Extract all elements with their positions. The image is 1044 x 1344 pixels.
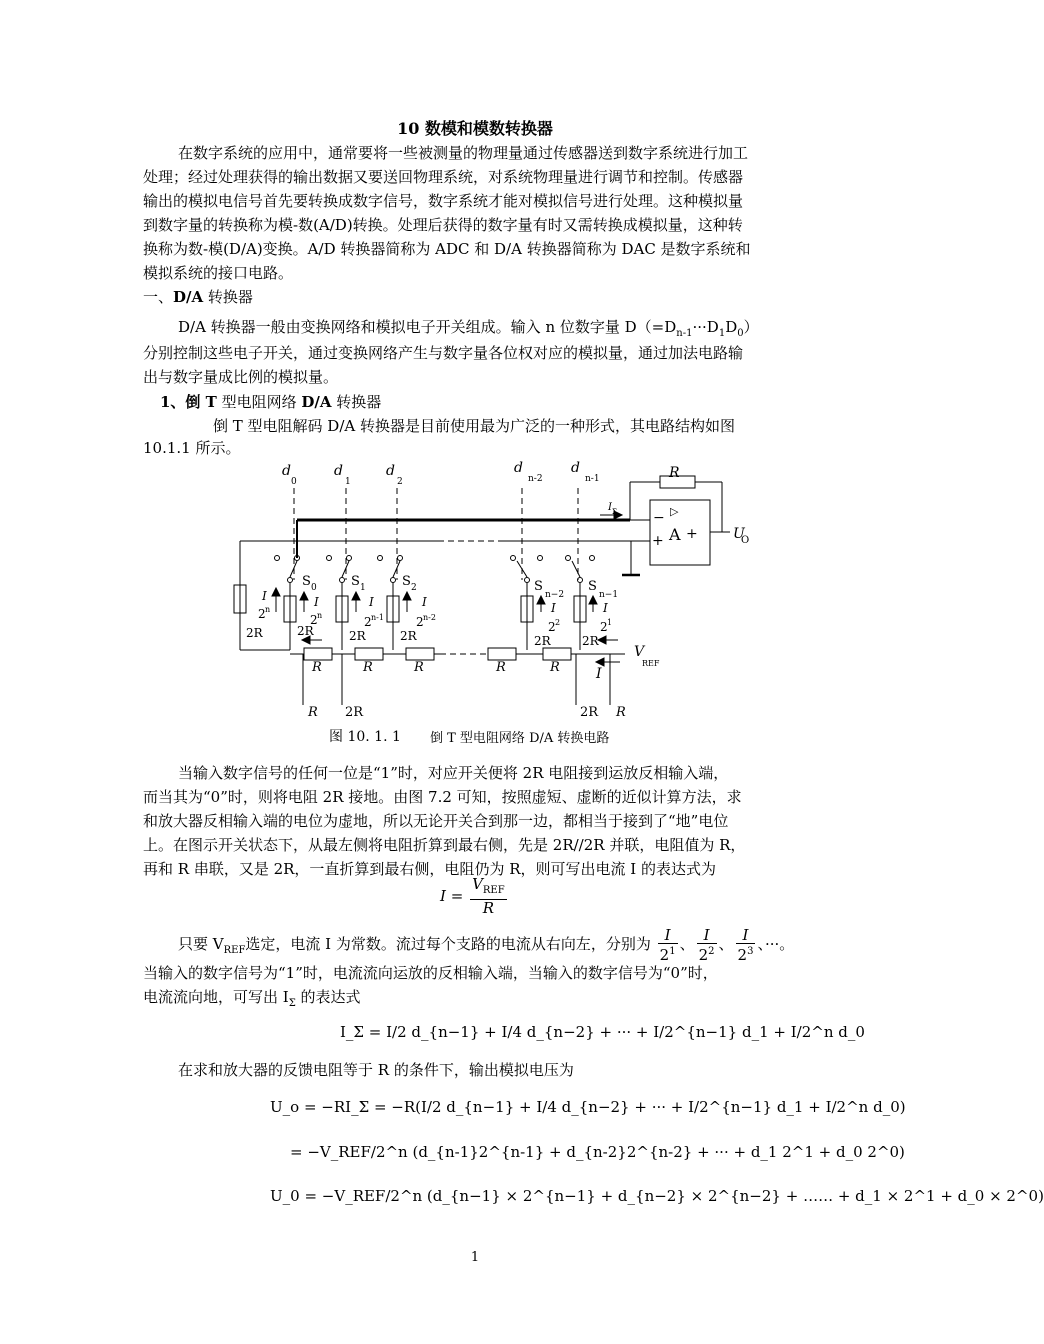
- svg-text:n-2: n-2: [423, 613, 436, 622]
- input-dn-1: d: [571, 460, 580, 476]
- sub-para-line-2: 10.1.1 所示。: [143, 439, 241, 457]
- input-d1: d: [334, 463, 343, 479]
- chapter-title: 10 数模和模数转换器: [397, 119, 553, 138]
- da-para-line-2: 分别控制这些电子开关，通过变换网络产生与数字量各位权对应的模拟量，通过加法电路输: [143, 344, 744, 362]
- svg-text:2R: 2R: [400, 629, 417, 643]
- input-d0: d: [282, 463, 291, 479]
- sub-para-line-1: 倒 T 型电阻解码 D/A 转换器是目前使用最为广泛的一种形式，其电路结构如图: [213, 417, 735, 435]
- svg-text:I: I: [603, 601, 608, 615]
- switch-s1: S: [351, 574, 360, 589]
- svg-text:n−2: n−2: [545, 590, 565, 600]
- svg-text:O: O: [741, 535, 750, 546]
- svg-text:n-2: n-2: [528, 474, 543, 484]
- page-number: 1: [470, 1250, 480, 1265]
- intro-line-5: 换称为数-模(D/A)变换。A/D 转换器简称为 ADC 和 D/A 转换器简称为 DAC 是数字系统和: [143, 240, 751, 258]
- svg-text:I: I: [551, 601, 556, 615]
- svg-text:R: R: [308, 705, 318, 720]
- para4: 在求和放大器的反馈电阻等于 R 的条件下，输出模拟电压为: [178, 1061, 574, 1079]
- svg-text:1: 1: [360, 583, 366, 593]
- svg-text:R: R: [616, 705, 626, 720]
- para3-line-3: 电流流向地，可写出 $I_\Sigma$ 的表达式: [143, 988, 361, 1009]
- svg-text:n-1: n-1: [371, 613, 384, 622]
- switch-sn-2: S: [534, 579, 543, 594]
- amp-plus: +: [652, 533, 664, 549]
- figure-caption-text: 倒 T 型电阻网络 D/A 转换电路: [430, 731, 610, 746]
- para2-line-4: 上。在图示开关状态下，从最左侧将电阻折算到最右侧，先是 2R//2R 并联，电阻值为 R，: [143, 836, 746, 854]
- output-u: U: [733, 526, 745, 542]
- input-dn-2: d: [514, 460, 523, 476]
- current-label: I: [608, 502, 612, 513]
- para3-line-1: 只要 $V_{REF}$选定，电流 I 为常数。流过每个支路的电流从右向左，分别为 $\frac{I}{2^1}$ 、 $\frac{I}{2^2}$ 、 $\frac{I}{2^3}$ 、···。: [178, 926, 795, 964]
- svg-text:n-1: n-1: [585, 474, 600, 484]
- intro-line-3: 输出的模拟电信号首先要转换成数字信号，数字系统才能对模拟信号进行处理。这种模拟量: [143, 192, 744, 210]
- svg-text:2: 2: [364, 615, 372, 629]
- subsection-heading: 1、倒 T 型电阻网络 D/A 转换器: [160, 393, 382, 411]
- feedback-resistor-label: R: [669, 465, 680, 481]
- branch-current-left: I: [262, 589, 267, 603]
- amp-minus: −: [653, 510, 665, 526]
- total-current-label: I: [596, 666, 602, 682]
- svg-text:I: I: [369, 595, 374, 609]
- switch-sn-1: S: [588, 579, 597, 594]
- svg-text:R: R: [550, 660, 560, 675]
- svg-text:2R: 2R: [297, 624, 314, 638]
- equation-output-2: = −V_REF/2^n (d_{n-1}2^{n-1} + d_{n-2}2^{n-2} + ··· + d_1 2^1 + d_0 2^0): [290, 1143, 905, 1161]
- svg-text:R: R: [496, 660, 506, 675]
- svg-text:2: 2: [258, 607, 266, 621]
- para2-line-5: 再和 R 串联，又是 2R，一直折算到最右侧，电阻仍为 R，则可写出电流 I 的表达式为: [143, 860, 716, 878]
- svg-text:2: 2: [416, 615, 424, 629]
- svg-text:I: I: [422, 595, 427, 609]
- amp-plus-out: +: [686, 526, 698, 542]
- circuit-diagram: [0, 455, 950, 755]
- svg-text:2R: 2R: [580, 705, 599, 720]
- para2-line-1: 当输入数字信号的任何一位是“1”时，对应开关便将 2R 电阻接到运放反相输入端，: [178, 764, 729, 782]
- svg-text:2R: 2R: [349, 629, 366, 643]
- para2-line-3: 和放大器反相输入端的电位为虚地，所以无论开关合到那一边，都相当于接到了“地”电位: [143, 812, 729, 830]
- svg-text:Σ: Σ: [612, 508, 617, 516]
- svg-text:n: n: [317, 611, 323, 620]
- da-para-line-1: D/A 转换器一般由变换网络和模拟电子开关组成。输入 n 位数字量 $D(=D_{n-1}\cdot\cdot\cdot D_1D_0)$: [178, 318, 759, 339]
- svg-text:n: n: [265, 605, 271, 614]
- figure-caption-number: 图 10. 1. 1: [329, 729, 401, 745]
- svg-text:1: 1: [345, 477, 351, 487]
- svg-text:1: 1: [607, 618, 613, 627]
- svg-text:n−1: n−1: [599, 590, 619, 600]
- svg-text:2: 2: [310, 613, 318, 627]
- equation-output-3: U_0 = −V_REF/2^n (d_{n−1} × 2^{n−1} + d_{n−2} × 2^{n−2} + …… + d_1 × 2^1 + d_0 × 2^0): [270, 1187, 1044, 1205]
- switch-s2: S: [402, 574, 411, 589]
- svg-text:R: R: [312, 660, 322, 675]
- svg-text:2: 2: [397, 477, 403, 487]
- equation-output-1: U_o = −RI_Σ = −R(I/2 d_{n−1} + I/4 d_{n−2} + ··· + I/2^{n−1} d_1 + I/2^n d_0): [270, 1098, 906, 1116]
- intro-line-6: 模拟系统的接口电路。: [143, 264, 294, 282]
- equation-current: I = $\frac{V_{REF}}{R}$: [440, 875, 505, 917]
- input-d2: d: [386, 463, 395, 479]
- svg-text:R: R: [414, 660, 424, 675]
- para3-line-2: 当输入的数字信号为“1”时，电流流向运放的反相输入端，当输入的数字信号为“0”时，: [143, 964, 718, 982]
- amp-label: A: [669, 525, 681, 544]
- svg-text:2: 2: [548, 620, 556, 634]
- svg-text:2R: 2R: [246, 626, 263, 640]
- intro-line-4: 到数字量的转换称为模-数(A/D)转换。处理后获得的数字量有时又需转换成模拟量，这种转: [143, 216, 743, 234]
- intro-line-2: 处理；经过处理获得的输出数据又要送回物理系统，对系统物理量进行调节和控制。传感器: [143, 168, 744, 186]
- svg-text:2R: 2R: [582, 634, 599, 648]
- svg-text:2: 2: [600, 620, 608, 634]
- da-para-line-3: 出与数字量成比例的模拟量。: [143, 368, 339, 386]
- svg-text:2R: 2R: [345, 705, 364, 720]
- svg-text:0: 0: [311, 583, 317, 593]
- vref-label: V: [634, 644, 645, 660]
- section-heading: 一、D/A 转换器: [143, 288, 253, 306]
- svg-text:0: 0: [291, 477, 297, 487]
- equation-sum-current: I_Σ = I/2 d_{n−1} + I/4 d_{n−2} + ··· + I/2^{n−1} d_1 + I/2^n d_0: [340, 1023, 865, 1041]
- svg-text:2: 2: [411, 583, 417, 593]
- svg-text:2R: 2R: [534, 634, 551, 648]
- intro-line-1: 在数字系统的应用中，通常要将一些被测量的物理量通过传感器送到数字系统进行加工: [178, 144, 749, 162]
- switch-s0: S: [302, 574, 311, 589]
- svg-text:I: I: [314, 595, 319, 609]
- para2-line-2: 而当其为“0”时，则将电阻 2R 接地。由图 7.2 可知，按照虚短、虚断的近似计算方法，求: [143, 788, 742, 806]
- svg-text:REF: REF: [642, 659, 660, 668]
- svg-text:2: 2: [555, 618, 561, 627]
- svg-text:R: R: [363, 660, 373, 675]
- amp-triangle: ▷: [670, 505, 679, 518]
